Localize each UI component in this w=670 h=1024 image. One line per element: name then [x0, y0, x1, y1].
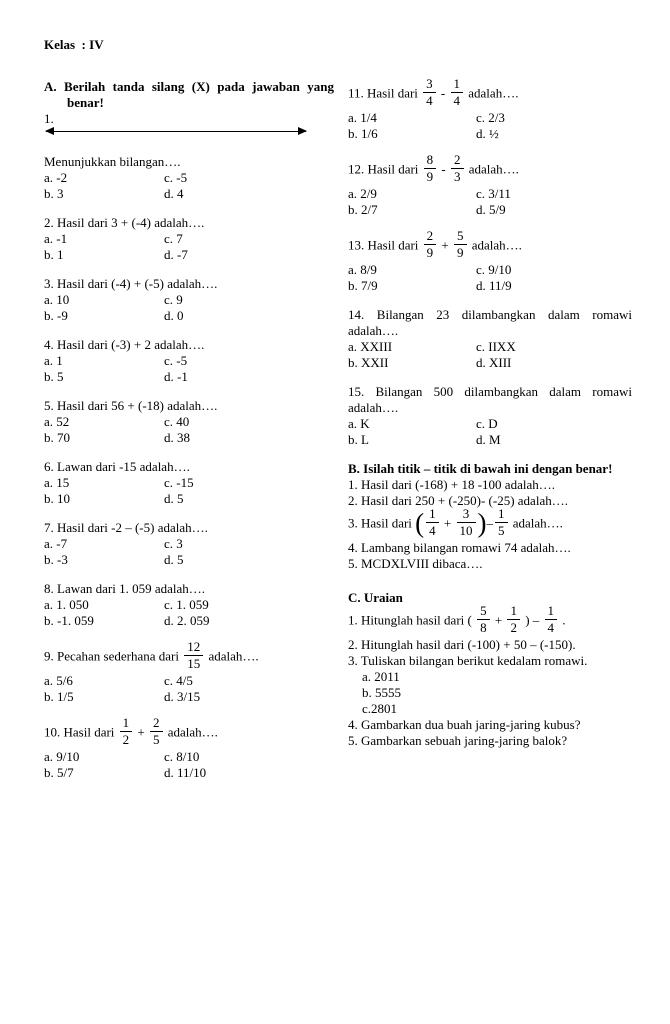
- fraction: $\frac{1}{2}$: [120, 716, 133, 747]
- fraction: $\frac{2}{9}$: [424, 229, 437, 260]
- options-grid: [348, 110, 632, 142]
- options-grid: [348, 339, 632, 371]
- essay-item-text: 3. Tuliskan bilangan berikut kedalam romawi.: [348, 653, 588, 669]
- essay-item-text: 4. Gambarkan dua buah jaring-jaring kubus?: [348, 717, 581, 733]
- essay-item-text: 5. Gambarkan sebuah jaring-jaring balok?: [348, 733, 568, 749]
- option: b. 1/6: [348, 126, 378, 142]
- option: a. 10: [44, 292, 70, 307]
- fraction: $\frac{1}{4}$: [451, 77, 464, 108]
- options-grid: [44, 475, 334, 507]
- essay-item: [348, 603, 632, 637]
- section-a-title: [44, 79, 334, 111]
- question: [348, 76, 632, 142]
- option: d. 4: [164, 186, 184, 201]
- question: [44, 459, 334, 507]
- option: d. 38: [164, 430, 190, 445]
- column-left: [44, 79, 334, 794]
- option: a. -2: [44, 170, 68, 185]
- option: c. 3/11: [476, 186, 511, 202]
- question: [44, 520, 334, 568]
- questions-right: [348, 76, 632, 448]
- option: a. K: [348, 416, 370, 432]
- option: a. 9/10: [44, 749, 80, 765]
- option: b. L: [348, 432, 369, 448]
- option: d. -1: [164, 369, 188, 384]
- essay-item: [348, 637, 632, 653]
- question-text: 11. Hasil dari $\frac{3}{4}$ - $\frac{1}{4}$ adalah….: [348, 76, 519, 109]
- fraction: $\frac{1}{4}$: [426, 507, 439, 538]
- option: a. 52: [44, 414, 70, 429]
- essay-item: [348, 653, 632, 717]
- fraction: $\frac{3}{4}$: [423, 77, 436, 108]
- option: b. 7/9: [348, 278, 378, 294]
- options-grid: [44, 292, 334, 324]
- question-text: 4. Hasil dari (-3) + 2 adalah….: [44, 337, 205, 352]
- option: b. 5: [44, 369, 64, 384]
- fill-in-item-text: 1. Hasil dari (-168) + 18 -100 adalah….: [348, 477, 555, 493]
- option: c. 9: [164, 292, 183, 307]
- two-column-layout: [44, 76, 670, 794]
- section-b-items: [348, 477, 632, 572]
- option: a. 1/4: [348, 110, 377, 126]
- options-grid: [44, 231, 334, 263]
- question: [44, 715, 334, 781]
- question-text: 3. Hasil dari (-4) + (-5) adalah….: [44, 276, 218, 291]
- question-text: 1.: [44, 111, 54, 126]
- option: d. 5/9: [476, 202, 506, 218]
- option: c. IIXX: [476, 339, 516, 355]
- fraction: $\frac{5}{9}$: [454, 229, 467, 260]
- section-c: [348, 590, 632, 749]
- fraction: $\frac{3}{10}$: [457, 507, 476, 538]
- option: c. 4/5: [164, 673, 193, 689]
- question-text: 6. Lawan dari -15 adalah….: [44, 459, 190, 474]
- option: b. 3: [44, 186, 64, 201]
- question-text: 5. Hasil dari 56 + (-18) adalah….: [44, 398, 218, 413]
- options-grid: [44, 353, 334, 385]
- option: c. 7: [164, 231, 183, 246]
- question: [44, 639, 334, 705]
- option: c. -5: [164, 170, 188, 185]
- options-grid: [44, 170, 334, 202]
- fill-in-item: [348, 493, 632, 509]
- option: a. 1. 050: [44, 597, 89, 612]
- fraction: $\frac{1}{5}$: [495, 507, 508, 538]
- fraction: $\frac{2}{5}$: [150, 716, 163, 747]
- option: d. 5: [164, 491, 184, 506]
- question: [44, 581, 334, 629]
- question: [348, 307, 632, 371]
- fill-in-item-text: 5. MCDXLVIII dibaca….: [348, 556, 483, 572]
- option: d. 2. 059: [164, 613, 210, 628]
- option: a. -7: [44, 536, 68, 551]
- option: d. -7: [164, 247, 188, 262]
- option: a. XXIII: [348, 339, 393, 355]
- option: c. 9/10: [476, 262, 512, 278]
- option: a. 1: [44, 353, 63, 368]
- option: d. 0: [164, 308, 184, 323]
- option: c. 1. 059: [164, 597, 209, 612]
- question: [44, 276, 334, 324]
- question-text: 13. Hasil dari $\frac{2}{9}$ + $\frac{5}{9}$ adalah….: [348, 228, 522, 261]
- question: [44, 215, 334, 263]
- number-line-arrow: [46, 131, 306, 132]
- option: d. 5: [164, 552, 184, 567]
- question: [348, 152, 632, 218]
- question-text: Menunjukkan bilangan….: [44, 154, 181, 169]
- option: a. -1: [44, 231, 68, 246]
- option: c. -15: [164, 475, 194, 490]
- fraction: $\frac{5}{8}$: [477, 604, 490, 635]
- fraction: $\frac{12}{15}$: [184, 640, 203, 671]
- option: b. 10: [44, 491, 70, 506]
- class-label: Kelas : IV: [44, 37, 104, 52]
- question: [44, 337, 334, 385]
- section-a-title-line2: benar!: [67, 95, 104, 110]
- option: b. 1/5: [44, 689, 74, 705]
- question: [348, 384, 632, 448]
- option: b. 70: [44, 430, 70, 445]
- question-text: adalah….: [348, 400, 399, 416]
- option: c. 8/10: [164, 749, 200, 765]
- question-text: 9. Pecahan sederhana dari $\frac{12}{15}$ adalah….: [44, 639, 259, 672]
- fraction: $\frac{8}{9}$: [424, 153, 437, 184]
- options-grid: [348, 186, 632, 218]
- option: c. D: [476, 416, 498, 432]
- essay-item-text: a. 2011: [362, 669, 400, 685]
- question: [44, 111, 334, 202]
- fill-in-item-text: 3. Hasil dari ( $\frac{1}{4}$ + $\frac{3}{10}$ )– $\frac{1}{5}$ adalah….: [348, 506, 563, 539]
- option: b. XXII: [348, 355, 389, 371]
- section-c-title: C. Uraian: [348, 590, 403, 606]
- questions-left: [44, 111, 334, 781]
- fraction: $\frac{1}{2}$: [507, 604, 520, 635]
- options-grid: [44, 673, 334, 705]
- question: [348, 228, 632, 294]
- section-a-title-line1: A. Berilah tanda silang (X) pada jawaban yang: [44, 79, 334, 94]
- option: d. ½: [476, 126, 499, 142]
- option: b. 5/7: [44, 765, 74, 781]
- option: d. M: [476, 432, 501, 448]
- question: [44, 398, 334, 446]
- column-right: [348, 76, 632, 749]
- option: a. 8/9: [348, 262, 377, 278]
- essay-item-text: c.2801: [362, 701, 398, 717]
- option: b. 2/7: [348, 202, 378, 218]
- option: b. -1. 059: [44, 613, 94, 628]
- essay-item-text: b. 5555: [362, 685, 401, 701]
- option: c. 40: [164, 414, 190, 429]
- fill-in-item: [348, 506, 632, 540]
- fraction: $\frac{2}{3}$: [451, 153, 464, 184]
- essay-item-text: 2. Hitunglah hasil dari (-100) + 50 – (-150).: [348, 637, 576, 653]
- section-b-title: B. Isilah titik – titik di bawah ini dengan benar!: [348, 461, 613, 477]
- question-text: 10. Hasil dari $\frac{1}{2}$ + $\frac{2}{5}$ adalah….: [44, 715, 218, 748]
- fill-in-item: [348, 540, 632, 556]
- section-b: [348, 461, 632, 572]
- section-c-items: [348, 603, 632, 749]
- question-text: 12. Hasil dari $\frac{8}{9}$ - $\frac{2}{3}$ adalah….: [348, 152, 519, 185]
- option: d. 11/10: [164, 765, 207, 781]
- options-grid: [44, 597, 334, 629]
- options-grid: [44, 536, 334, 568]
- fraction: $\frac{1}{4}$: [545, 604, 558, 635]
- options-grid: [348, 416, 632, 448]
- option: c. 2/3: [476, 110, 505, 126]
- fill-in-item-text: 4. Lambang bilangan romawi 74 adalah….: [348, 540, 571, 556]
- option: d. XIII: [476, 355, 512, 371]
- fill-in-item-text: 2. Hasil dari 250 + (-250)- (-25) adalah….: [348, 493, 568, 509]
- essay-item: [348, 733, 632, 749]
- fill-in-item: [348, 556, 632, 572]
- option: b. 1: [44, 247, 64, 262]
- options-grid: [44, 414, 334, 446]
- essay-item-text: 1. Hitunglah hasil dari ( $\frac{5}{8}$ + $\frac{1}{2}$ ) – $\frac{1}{4}$ .: [348, 603, 566, 636]
- option: c. 3: [164, 536, 183, 551]
- question-text: 14. Bilangan 23 dilambangkan dalam romawi: [348, 307, 632, 323]
- essay-item: [348, 717, 632, 733]
- question-text: 15. Bilangan 500 dilambangkan dalam romawi: [348, 384, 632, 400]
- options-grid: [348, 262, 632, 294]
- option: c. -5: [164, 353, 188, 368]
- question-text: adalah….: [348, 323, 399, 339]
- fill-in-item: [348, 477, 632, 493]
- option: b. -3: [44, 552, 68, 567]
- option: a. 15: [44, 475, 70, 490]
- option: b. -9: [44, 308, 68, 323]
- option: a. 2/9: [348, 186, 377, 202]
- question-text: 8. Lawan dari 1. 059 adalah….: [44, 581, 206, 596]
- option: d. 3/15: [164, 689, 201, 705]
- question-text: 2. Hasil dari 3 + (-4) adalah….: [44, 215, 205, 230]
- options-grid: [44, 749, 334, 781]
- option: a. 5/6: [44, 673, 73, 689]
- option: d. 11/9: [476, 278, 512, 294]
- question-text: 7. Hasil dari -2 – (-5) adalah….: [44, 520, 208, 535]
